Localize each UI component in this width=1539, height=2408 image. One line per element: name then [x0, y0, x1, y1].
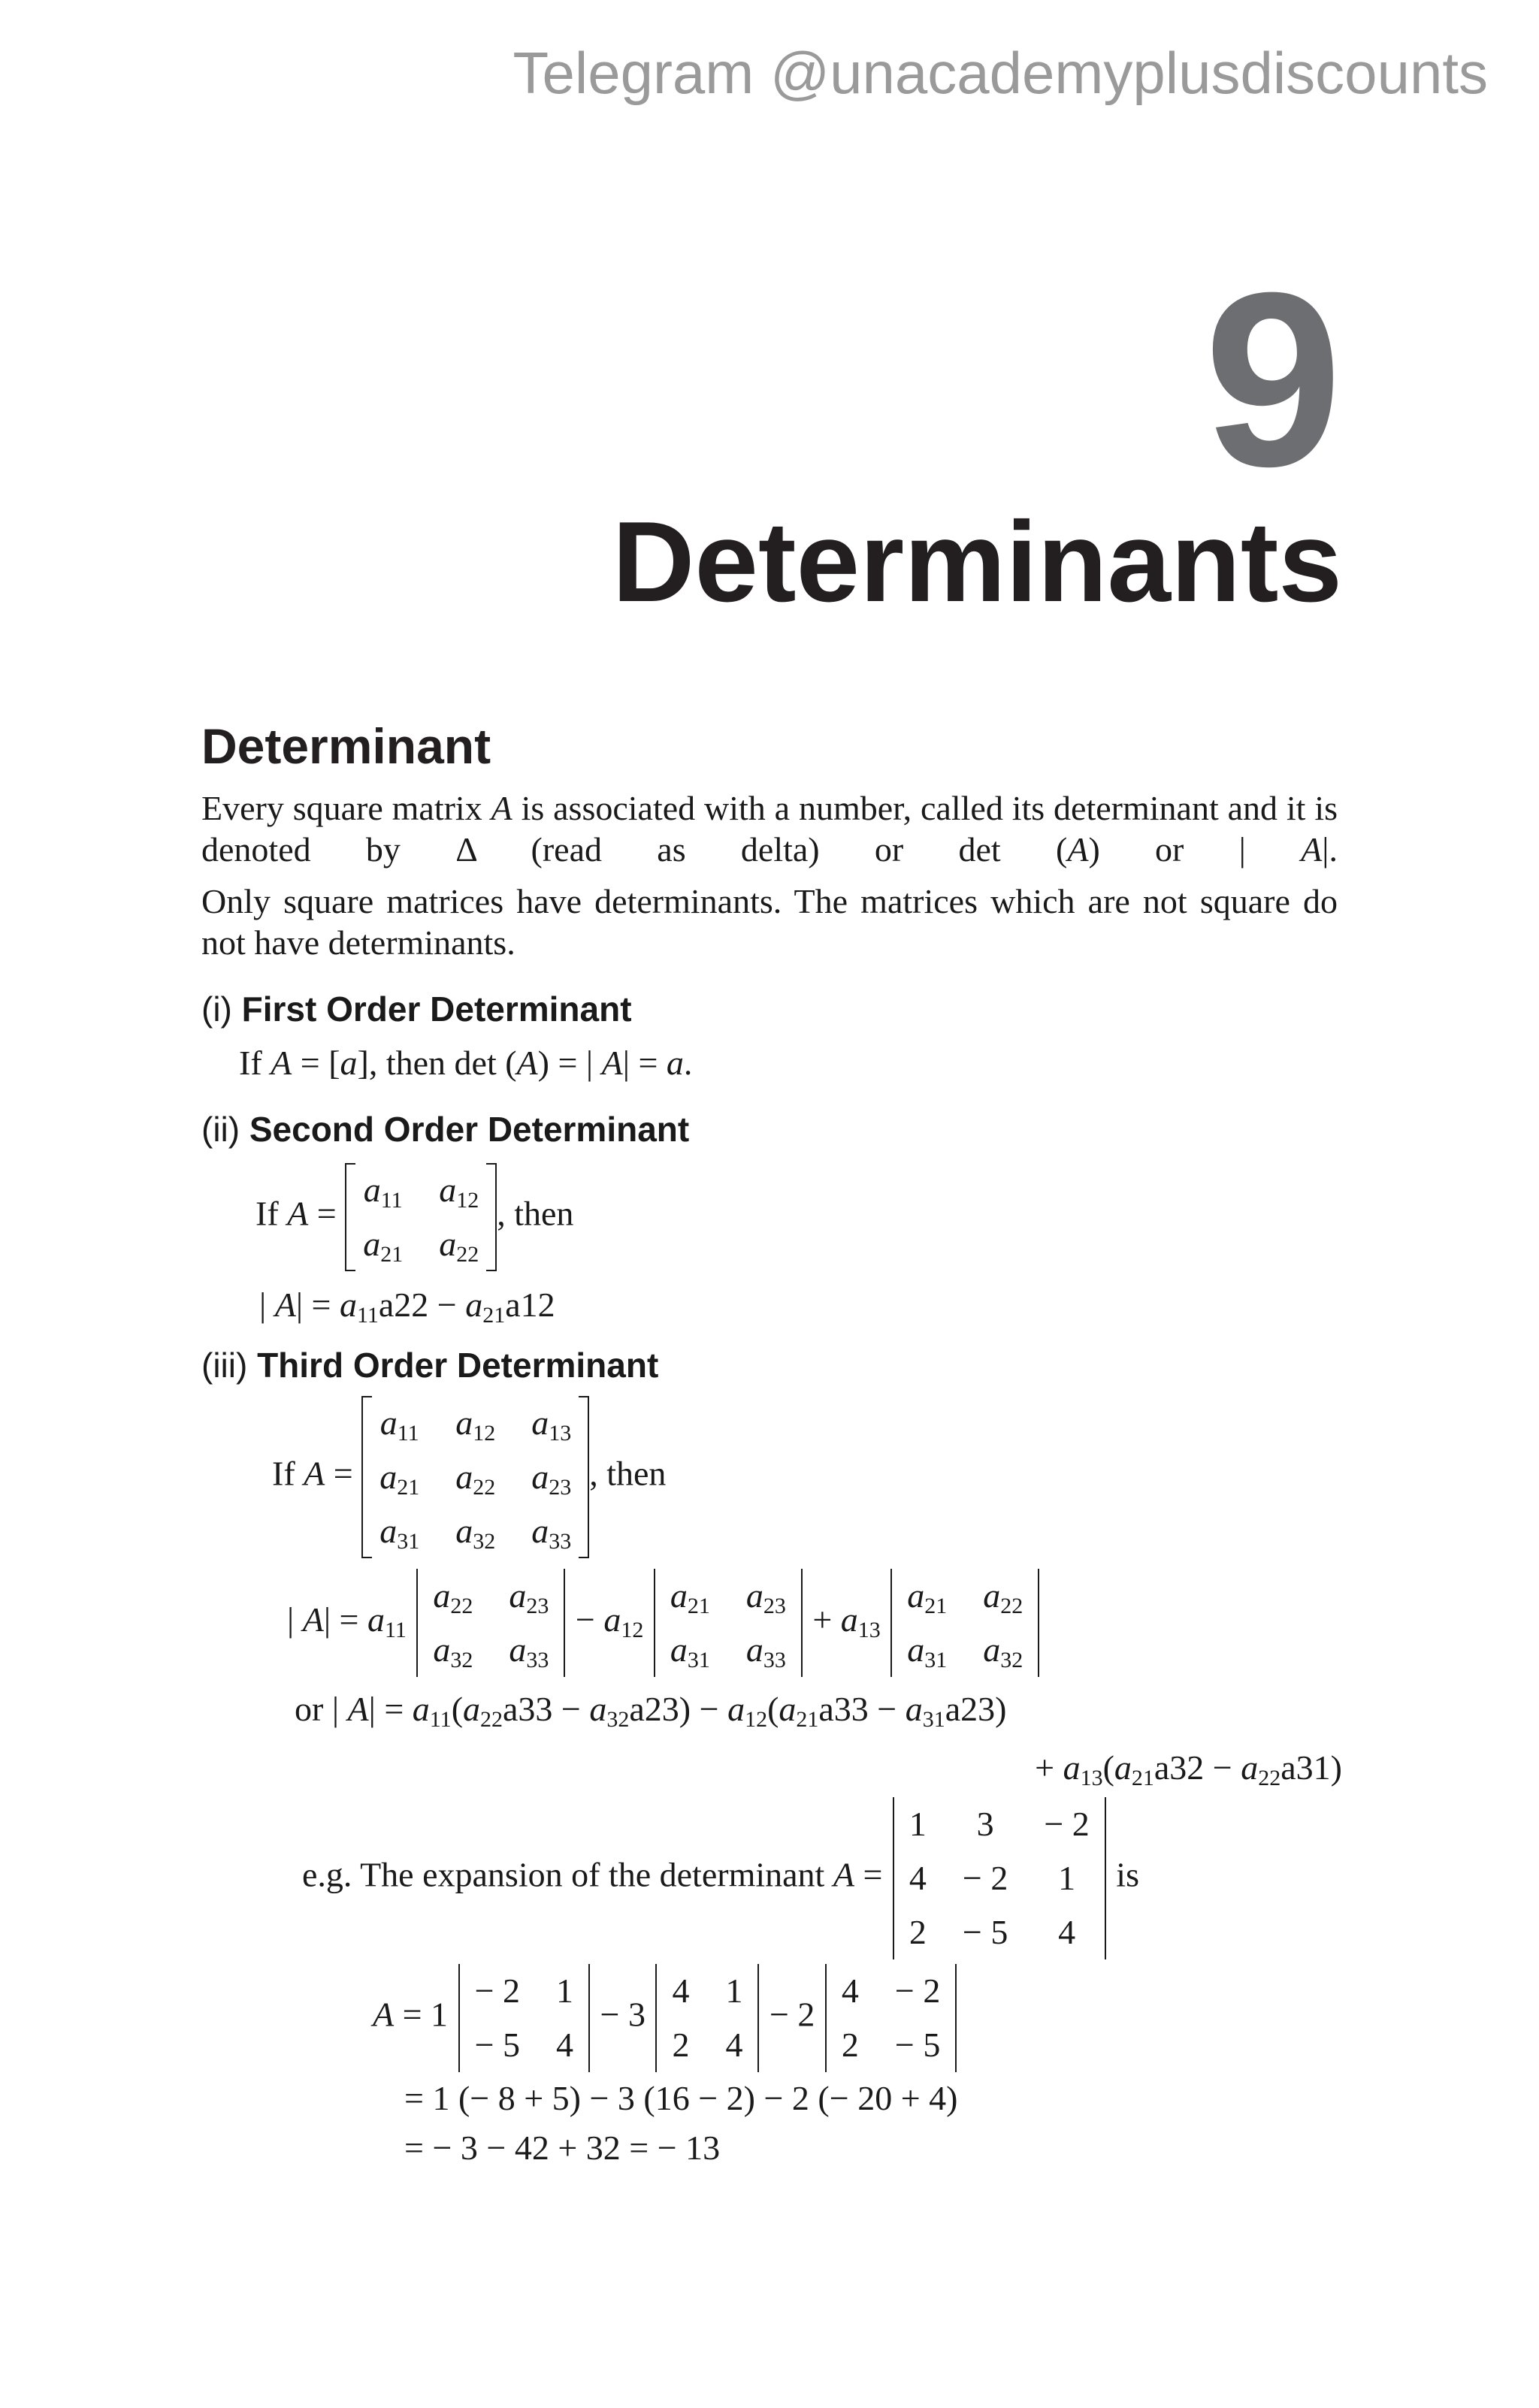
matrix-cell: $a_{11}$ — [379, 1403, 419, 1446]
subheading-title: Second Order Determinant — [249, 1110, 690, 1149]
section-heading: Determinant — [201, 718, 491, 774]
example-minor-1 — [457, 1964, 591, 2072]
matrix-row — [415, 1569, 567, 1623]
chapter-number: 9 — [1204, 240, 1342, 518]
paragraph-definition — [201, 787, 1338, 870]
minor-determinant-1 — [415, 1569, 567, 1677]
subheading-title: Third Order Determinant — [257, 1346, 659, 1385]
watermark: Telegram @unacademyplusdiscounts — [512, 40, 1488, 106]
determinant-bar-left — [655, 1964, 657, 2072]
expanded-form-line-2: + $a_{13}(a_{21}a32 - a_{22}a31)$ — [1035, 1748, 1342, 1790]
matrix-cell: $a_{33}$ — [531, 1512, 572, 1554]
paragraph-square-only — [201, 881, 1338, 963]
determinant-bar-left — [890, 1569, 892, 1677]
expansion-op: − $a_{12}$ — [575, 1600, 644, 1642]
matrix-cell: − 2 — [474, 1971, 521, 2010]
matrix-row — [891, 1851, 1108, 1905]
matrix-row — [345, 1217, 497, 1271]
matrix-cell: $a_{21}$ — [907, 1576, 948, 1618]
third-order-definition — [272, 1396, 666, 1558]
matrix-cell: 1 — [909, 1805, 927, 1843]
matrix-cell: 4 — [909, 1859, 927, 1897]
expansion-lhs: | $A| = a_{11}$ — [287, 1600, 407, 1642]
matrix-lhs: If A = — [255, 1194, 337, 1233]
matrix-cell: − 2 — [1044, 1805, 1090, 1843]
matrix-cell: $a_{22}$ — [455, 1458, 496, 1500]
determinant-bar-right — [955, 1964, 957, 2072]
matrix-cell: $a_{21}$ — [379, 1458, 420, 1500]
expanded-form-line-1: or | $A| = a_{11}(a_{22}a33 - a_{32}a23) - a_{12}(a_{21}a33 - a_{31}a23)$ — [295, 1690, 1007, 1732]
matrix-cell: 1 — [725, 1971, 743, 2010]
determinant-bar-right — [1105, 1797, 1106, 1959]
matrix-cell: 4 — [841, 1971, 859, 2010]
matrix-cell: 2 — [672, 2026, 690, 2064]
matrix-row — [361, 1450, 589, 1504]
example-op: − 3 — [600, 1995, 646, 2034]
matrix-row — [652, 1623, 804, 1677]
matrix-cell: $a_{33}$ — [745, 1630, 786, 1672]
example-determinant — [891, 1797, 1108, 1959]
paragraph-square-only-text: Only square matrices have determinants. The matrices which are not square do not have determinants. — [201, 882, 1338, 962]
minor-determinant-2 — [652, 1569, 804, 1677]
subheading-number: (ii) — [201, 1110, 240, 1149]
matrix-row — [457, 1964, 591, 2018]
chapter-title: Determinants — [612, 498, 1342, 626]
bracket-left — [345, 1163, 355, 1271]
matrix-cell: 1 — [1058, 1859, 1076, 1897]
bracket-right — [579, 1396, 589, 1558]
example-suffix: is — [1116, 1855, 1139, 1894]
expansion-op: + $a_{13}$ — [812, 1600, 881, 1642]
matrix-cell: 2 — [909, 1913, 927, 1951]
determinant-bar-right — [1038, 1569, 1039, 1677]
matrix-row — [361, 1396, 589, 1450]
bracket-right — [486, 1163, 497, 1271]
example-intro — [302, 1797, 1139, 1959]
matrix-cell: 3 — [976, 1805, 994, 1843]
matrix-cell: $a_{23}$ — [509, 1576, 549, 1618]
subheading-third-order — [201, 1345, 658, 1385]
matrix-lhs: If A = — [272, 1454, 353, 1493]
matrix-row — [654, 2018, 760, 2072]
matrix-row — [891, 1797, 1108, 1851]
matrix-row — [824, 2018, 958, 2072]
matrix-row — [415, 1623, 567, 1677]
matrix-cell: $a_{23}$ — [531, 1458, 572, 1500]
matrix-row — [361, 1504, 589, 1558]
matrix-cell: $a_{13}$ — [531, 1403, 572, 1446]
matrix-row — [889, 1569, 1041, 1623]
matrix-cell: $a_{12}$ — [439, 1171, 479, 1213]
matrix-row — [654, 1964, 760, 2018]
example-expansion — [373, 1964, 958, 2072]
first-order-statement: If A = [a], then det (A) = | A| = a. — [239, 1044, 693, 1082]
matrix-cell: $a_{33}$ — [509, 1630, 549, 1672]
determinant-bar-right — [801, 1569, 803, 1677]
matrix-row — [652, 1569, 804, 1623]
matrix-cell: $a_{23}$ — [745, 1576, 786, 1618]
matrix-row — [345, 1163, 497, 1217]
determinant-bar-left — [893, 1797, 894, 1959]
matrix-cell: $a_{31}$ — [379, 1512, 420, 1554]
determinant-bar-left — [825, 1964, 827, 2072]
subheading-second-order — [201, 1109, 689, 1150]
matrix-rhs: , then — [589, 1454, 667, 1493]
matrix-cell: $a_{31}$ — [670, 1630, 710, 1672]
matrix-row — [891, 1905, 1108, 1959]
matrix-row — [889, 1623, 1041, 1677]
bracket-left — [361, 1396, 372, 1558]
matrix-cell: 4 — [556, 2026, 574, 2064]
matrix-cell: $a_{22}$ — [983, 1576, 1023, 1618]
example-op: − 2 — [769, 1995, 815, 2034]
matrix-cell: − 5 — [474, 2026, 521, 2064]
example-step-2: = 1 (− 8 + 5) − 3 (16 − 2) − 2 (− 20 + 4) — [404, 2079, 958, 2117]
determinant-bar-left — [416, 1569, 418, 1677]
matrix-cell: $a_{32}$ — [433, 1630, 473, 1672]
second-order-result: | $A| = a_{11}a22 - a_{21}a12$ — [259, 1286, 555, 1328]
determinant-bar-left — [654, 1569, 655, 1677]
second-order-matrix — [345, 1163, 497, 1271]
example-intro-text: e.g. The expansion of the determinant A = — [302, 1855, 883, 1894]
matrix-cell: − 5 — [894, 2026, 941, 2064]
subheading-title: First Order Determinant — [241, 989, 632, 1029]
third-order-matrix — [361, 1396, 589, 1558]
determinant-bar-right — [757, 1964, 759, 2072]
matrix-cell: 4 — [1058, 1913, 1076, 1951]
determinant-bar-right — [564, 1569, 565, 1677]
matrix-row — [824, 1964, 958, 2018]
determinant-bar-right — [588, 1964, 590, 2072]
matrix-cell: $a_{21}$ — [363, 1225, 404, 1267]
subheading-number: (iii) — [201, 1346, 248, 1385]
matrix-cell: $a_{31}$ — [907, 1630, 948, 1672]
subheading-number: (i) — [201, 989, 232, 1029]
matrix-row — [457, 2018, 591, 2072]
example-step-3: = − 3 − 42 + 32 = − 13 — [404, 2129, 721, 2167]
example-minor-3 — [824, 1964, 958, 2072]
second-order-definition — [255, 1163, 573, 1271]
matrix-cell: 1 — [556, 1971, 574, 2010]
matrix-cell: $a_{32}$ — [455, 1512, 496, 1554]
matrix-cell: 4 — [725, 2026, 743, 2064]
example-minor-2 — [654, 1964, 760, 2072]
paragraph-definition-text: Every square matrix A is associated with a number, called its determinant and it is denoted by Δ (read as delta) or det (A) or | A|. — [201, 789, 1338, 869]
matrix-rhs: , then — [497, 1194, 574, 1233]
matrix-cell: 4 — [672, 1971, 690, 2010]
matrix-cell: $a_{11}$ — [363, 1171, 403, 1213]
matrix-cell: − 2 — [894, 1971, 941, 2010]
matrix-cell: $a_{22}$ — [433, 1576, 473, 1618]
example-lhs: A = 1 — [373, 1995, 449, 2034]
matrix-cell: − 2 — [962, 1859, 1008, 1897]
determinant-bar-left — [458, 1964, 460, 2072]
matrix-cell: − 5 — [962, 1913, 1008, 1951]
subheading-first-order — [201, 989, 632, 1029]
matrix-cell: $a_{22}$ — [439, 1225, 479, 1267]
matrix-cell: $a_{32}$ — [983, 1630, 1023, 1672]
matrix-cell: $a_{21}$ — [670, 1576, 710, 1618]
minor-determinant-3 — [889, 1569, 1041, 1677]
matrix-cell: 2 — [841, 2026, 859, 2064]
matrix-cell: $a_{12}$ — [455, 1403, 496, 1446]
third-order-expansion — [287, 1569, 1041, 1677]
